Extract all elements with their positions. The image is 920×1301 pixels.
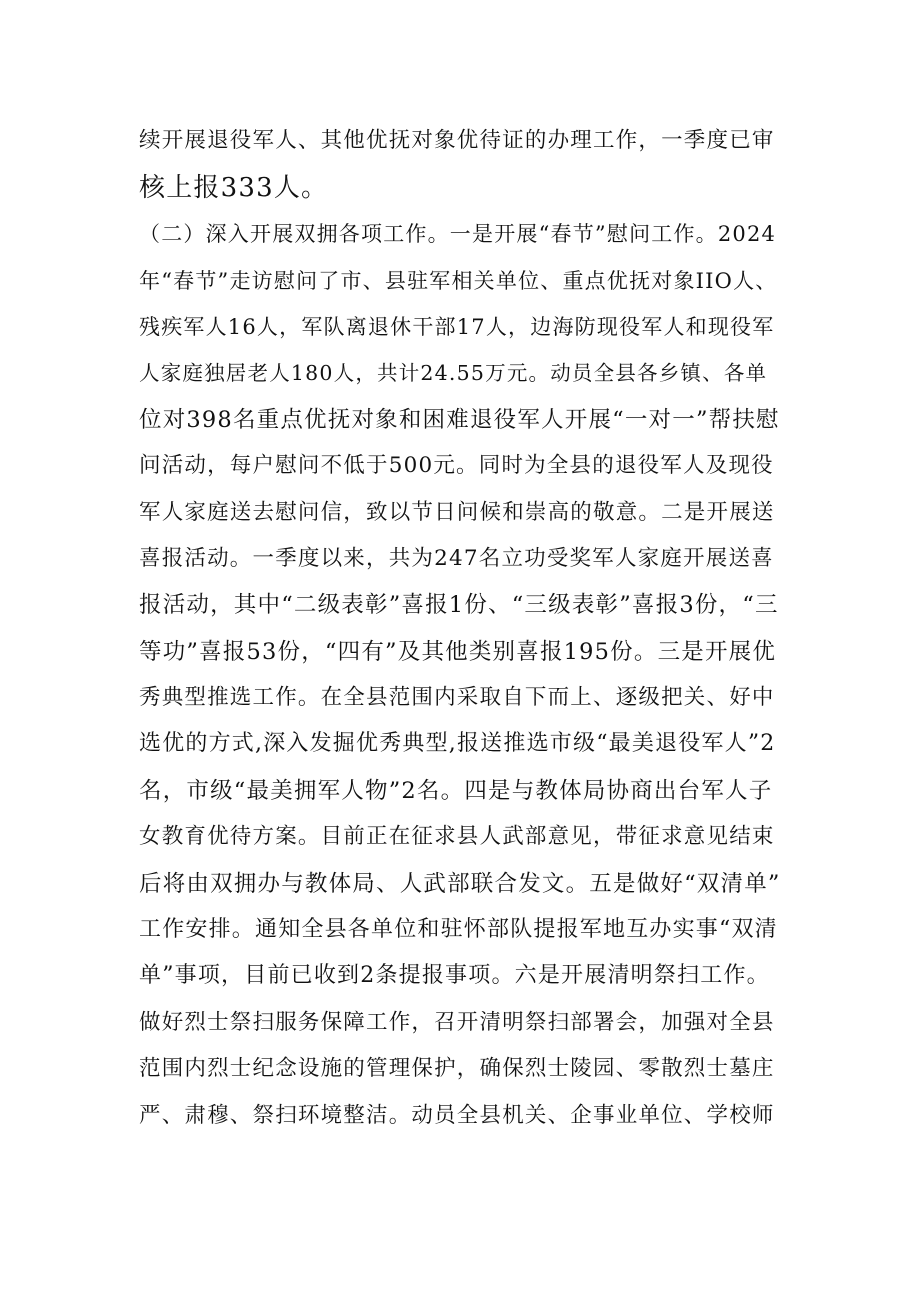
paragraph-line: 残疾军人16人，军队离退休干部17人，边海防现役军人和现役军 xyxy=(139,315,775,339)
paragraph-line: 做好烈士祭扫服务保障工作，召开清明祭扫部署会，加强对全县 xyxy=(139,1010,775,1035)
paragraph-line: 严、肃穆、祭扫环境整洁。动员全县机关、企事业单位、学校师 xyxy=(139,1103,775,1128)
paragraph-line: 名，市级“最美拥军人物”2名。四是与教体局协商出台军人子 xyxy=(139,778,773,804)
paragraph-line: 等功”喜报53份，“四有”及其他类别喜报195份。三是开展优 xyxy=(139,639,777,665)
paragraph-line: 年“春节”走访慰问了市、县驻军相关单位、重点优抚对象IIO人、 xyxy=(139,269,778,293)
paragraph-line: 报活动，其中“二级表彰”喜报1份、“三级表彰”喜报3份，“三 xyxy=(139,592,779,618)
paragraph-line: 问活动，每户慰问不低于500元。同时为全县的退役军人及现役 xyxy=(139,453,774,478)
section-heading-line: （二）深入开展双拥各项工作。一是开展“春节”慰问工作。2024 xyxy=(139,222,777,246)
paragraph-line: 后将由双拥办与教体局、人武部联合发文。五是做好“双清单” xyxy=(139,871,781,897)
paragraph-line: 续开展退役军人、其他优抚对象优待证的办理工作，一季度已审 xyxy=(139,128,775,153)
paragraph-line: 范围内烈士纪念设施的管理保护，确保烈士陵园、零散烈士墓庄 xyxy=(139,1056,775,1081)
paragraph-line: 人家庭独居老人180人，共计24.55万元。动员全县各乡镇、各单 xyxy=(139,361,768,385)
paragraph-line: 工作安排。通知全县各单位和驻怀部队提报军地互办实事“双清 xyxy=(139,917,778,942)
paragraph-line: 单”事项，目前已收到2条提报事项。六是开展清明祭扫工作。 xyxy=(139,963,770,988)
paragraph-line: 秀典型推选工作。在全县范围内采取自下而上、逐级把关、好中 xyxy=(139,685,775,710)
paragraph-line: 喜报活动。一季度以来，共为247名立功受奖军人家庭开展送喜 xyxy=(139,546,774,571)
paragraph-line: 核上报333人。 xyxy=(139,173,329,203)
paragraph-line: 位对398名重点优抚对象和困难退役军人开展“一对一”帮扶慰 xyxy=(139,407,780,433)
paragraph-line: 女教育优待方案。目前正在征求县人武部意见，带征求意见结束 xyxy=(139,824,775,849)
paragraph-line: 选优的方式,深入发掘优秀典型,报送推选市级“最美退役军人”2 xyxy=(139,731,776,756)
paragraph-line: 军人家庭送去慰问信，致以节日问候和崇高的敬意。二是开展送 xyxy=(139,500,775,525)
